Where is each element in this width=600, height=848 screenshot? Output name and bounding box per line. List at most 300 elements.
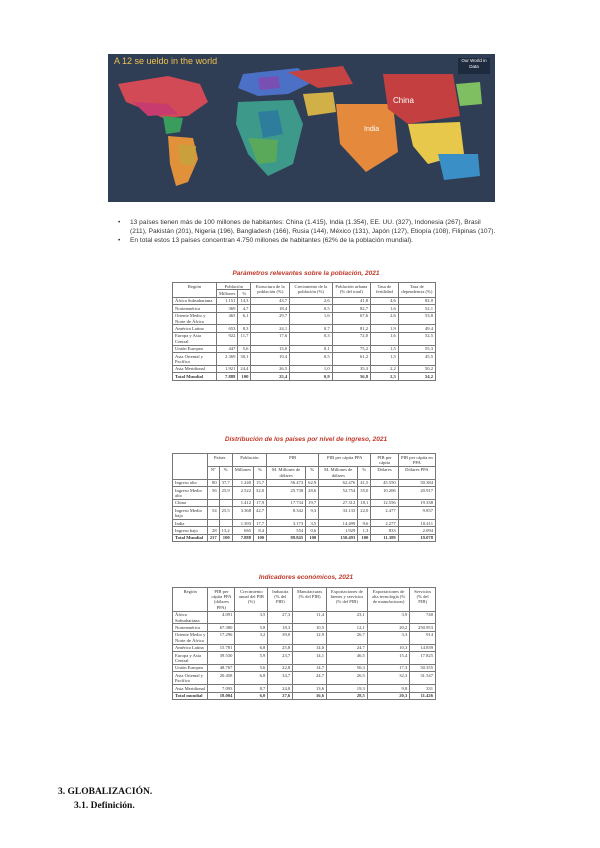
value-cell: 0,1 (290, 345, 333, 352)
value-cell: 81,2 (332, 325, 370, 332)
value-cell: 20.917 (398, 487, 435, 500)
table-row (173, 325, 436, 332)
col-header: Exportaciones de bienes y servicios (% del PIB) (327, 588, 368, 612)
table-row (173, 499, 436, 506)
value-cell: 62,9 (306, 479, 319, 486)
value-cell: 17,9 (254, 499, 267, 506)
value-cell: 17.734 (267, 499, 306, 506)
row-label-cell: Asia Oriental y Pacífico (173, 353, 217, 366)
table-row (173, 611, 436, 624)
value-cell: 11.426 (410, 692, 436, 699)
value-cell: 54,2 (398, 373, 435, 380)
row-label-cell: Oriente Medio y Norte de África (173, 312, 217, 325)
value-cell: 15,4 (367, 652, 409, 665)
value-cell: 62.476 (319, 479, 358, 486)
value-cell: 41,5 (358, 479, 371, 486)
col-header: PIB per cápita en PPA (398, 454, 435, 467)
col-header: Crecimiento de la población (%) (290, 283, 333, 298)
value-cell (207, 499, 219, 506)
row-label-cell: Norteamérica (173, 624, 208, 631)
col-header: Tasa de dependencia (%) (398, 283, 435, 298)
table-row (173, 345, 436, 352)
value-cell: 19,7 (306, 499, 319, 506)
value-cell: 1,5 (371, 345, 399, 352)
col-header: PIB per cápita PPA (dólares PPA) (208, 588, 235, 612)
value-cell: 7.093 (208, 685, 235, 692)
table-row (173, 664, 436, 671)
value-cell: 20,3 (367, 692, 409, 699)
value-cell: 2,6 (371, 312, 399, 325)
table-row (173, 353, 436, 366)
value-cell: 12,1 (327, 624, 368, 631)
value-cell: 12,9 (293, 631, 327, 644)
value-cell: 30,1 (238, 353, 251, 366)
value-cell: 554 (267, 527, 306, 534)
value-cell: 1,6 (371, 332, 399, 345)
value-cell: 2.094 (398, 527, 435, 534)
value-cell: 52.754 (319, 487, 358, 500)
col-subheader: Nº (207, 466, 219, 479)
row-label-cell: Asia Meridional (173, 685, 208, 692)
value-cell: 15.781 (208, 644, 235, 651)
value-cell: 43,7 (251, 297, 290, 304)
value-cell: 72,0 (332, 332, 370, 345)
population-facts-list (116, 218, 496, 245)
value-cell: 80 (207, 479, 219, 486)
value-cell: 100 (358, 534, 371, 541)
cartogram-shapes (108, 54, 495, 202)
col-header: Población (217, 283, 251, 290)
col-header: PIB (267, 454, 319, 467)
value-cell: 67,6 (332, 312, 370, 325)
value-cell: 19,4 (251, 353, 290, 366)
value-cell: 22,0 (358, 507, 371, 520)
value-cell: 32,3 (367, 672, 409, 685)
table1-title: Parámetros relevantes sobre la población, 2021 (232, 270, 380, 277)
value-cell: 26,5 (251, 365, 290, 372)
value-cell: 52,1 (398, 305, 435, 312)
value-cell: 100 (306, 534, 319, 541)
value-cell: 1.151 (217, 297, 238, 304)
value-cell: 665 (232, 527, 253, 534)
value-cell: 369 (217, 305, 238, 312)
table-total-row (173, 692, 436, 699)
col-header: PIB per cápita (371, 454, 398, 467)
value-cell: 29,7 (251, 312, 290, 325)
value-cell: 55,3 (398, 345, 435, 352)
table-total-row (173, 373, 436, 380)
row-label-cell: Oriente Medio y Norte de África (173, 631, 208, 644)
value-cell (207, 520, 219, 527)
value-cell: 2.522 (232, 487, 253, 500)
value-cell: 53,8 (398, 312, 435, 325)
col-header: Servicios (% del PIB) (410, 588, 436, 612)
value-cell: 15,0 (251, 345, 290, 352)
value-cell (219, 499, 232, 506)
col-subheader: M. Millones de dólares (267, 466, 306, 479)
value-cell: 0,9 (290, 373, 333, 380)
value-cell: 150.493 (319, 534, 358, 541)
row-label-cell: América Latina (173, 644, 208, 651)
value-cell: 56.473 (267, 479, 306, 486)
row-label-cell: India (173, 520, 208, 527)
value-cell (219, 520, 232, 527)
value-cell: 31.547 (410, 672, 436, 685)
col-subheader: % (358, 466, 371, 479)
map-label-china: China (393, 96, 414, 105)
row-label-cell: Unión Europea (173, 664, 208, 671)
value-cell: 27,3 (268, 611, 293, 624)
value-cell: 3,9 (367, 611, 409, 624)
value-cell: 1,5 (371, 353, 399, 366)
value-cell: 27,6 (268, 692, 293, 699)
value-cell: 5,6 (238, 345, 251, 352)
value-cell: 6,8 (235, 644, 268, 651)
table-row (173, 305, 436, 312)
value-cell: 24,1 (251, 325, 290, 332)
value-cell: 20.458 (208, 672, 235, 685)
value-cell: 1,6 (290, 312, 333, 325)
value-cell: 2.477 (371, 507, 398, 520)
table-row (173, 479, 436, 486)
value-cell: 0,5 (290, 353, 333, 366)
table-row (173, 527, 436, 534)
value-cell: 6,0 (235, 692, 268, 699)
value-cell: 250.953 (410, 624, 436, 631)
value-cell: 2.277 (371, 520, 398, 527)
col-header: Región (173, 588, 208, 612)
value-cell: 447 (217, 345, 238, 352)
value-cell: 4,6 (371, 297, 399, 304)
value-cell: 18,4 (251, 305, 290, 312)
value-cell: 82,7 (332, 305, 370, 312)
row-label-cell: Total mundial (173, 692, 208, 699)
value-cell: 25,5 (219, 507, 232, 520)
value-cell: 24,7 (293, 672, 327, 685)
value-cell: 100 (238, 373, 251, 380)
col-header (173, 454, 208, 480)
value-cell: 9,3 (306, 507, 319, 520)
value-cell: 8,7 (235, 685, 268, 692)
col-subheader: Dólares PPA (398, 466, 435, 479)
value-cell: 14.839 (410, 644, 436, 651)
table-row (173, 644, 436, 651)
value-cell: 11,7 (238, 332, 251, 345)
value-cell: 3,5 (306, 520, 319, 527)
col-subheader: Millones (217, 290, 238, 297)
map-title: A 12 se ueldo in the world (114, 56, 218, 66)
value-cell: 33.133 (319, 507, 358, 520)
value-cell: 49,4 (398, 325, 435, 332)
value-cell: 28 (207, 527, 219, 534)
value-cell: 1.240 (232, 479, 253, 486)
value-cell: 9,6 (358, 520, 371, 527)
table-row (173, 624, 436, 631)
value-cell: 0,5 (290, 305, 333, 312)
row-label-cell: Europa y Asia Central (173, 332, 217, 345)
value-cell: 833 (371, 527, 398, 534)
map-label-india: India (364, 126, 380, 133)
col-subheader: Dólares (371, 466, 398, 479)
value-cell: 18.004 (208, 692, 235, 699)
row-label-cell: Total Mundial (173, 373, 217, 380)
value-cell: 45.550 (371, 479, 398, 486)
value-cell: 14,1 (293, 652, 327, 665)
value-cell: 1.921 (217, 365, 238, 372)
value-cell: 1.412 (232, 499, 253, 506)
value-cell: 10,5 (293, 624, 327, 631)
value-cell: 23,7 (268, 652, 293, 665)
row-label-cell: Norteamérica (173, 305, 217, 312)
value-cell: 4.091 (208, 611, 235, 624)
table-total-row (173, 534, 436, 541)
value-cell: 25,4 (251, 373, 290, 380)
table3-body (173, 611, 436, 699)
col-subheader: M. Millones de dólares (319, 466, 358, 479)
row-label-cell: África Subsahariana (173, 297, 217, 304)
value-cell: 17.296 (208, 631, 235, 644)
value-cell: 1.393 (232, 520, 253, 527)
row-label-cell: África Subsahariana (173, 611, 208, 624)
value-cell: 217 (207, 534, 219, 541)
value-cell: 17,7 (254, 520, 267, 527)
value-cell: 8.342 (267, 507, 306, 520)
value-cell: 39.530 (208, 652, 235, 665)
value-cell: 10.411 (398, 520, 435, 527)
row-label-cell: Total Mundial (173, 534, 208, 541)
value-cell: 18,3 (268, 624, 293, 631)
value-cell: 0,7 (290, 325, 333, 332)
value-cell: 3,3 (367, 631, 409, 644)
value-cell: 10.206 (371, 487, 398, 500)
value-cell: 100 (219, 534, 232, 541)
value-cell: 8,4 (254, 527, 267, 534)
bullet-item: • 13 países tienen más de 100 millones de habitantes: China (1.415), India (1.354), EE. UU. (327), Indonesia (267), Brasil (211), Pakistán (201), Nigeria (196), Bangladesh (166), Rusia (144), México (131), Japón (127), Etiopía (108), Filipinas (107). (116, 218, 496, 236)
value-cell: 2,6 (290, 297, 333, 304)
value-cell: 34,7 (268, 672, 293, 685)
table-row (173, 297, 436, 304)
col-subheader: % (238, 290, 251, 297)
row-label-cell: Ingreso Medio alto (173, 487, 208, 500)
value-cell: 24,4 (238, 365, 251, 372)
col-header: Crecimiento anual del PIB (%) (235, 588, 268, 612)
economic-indicators-table (172, 587, 436, 700)
value-cell: 54 (207, 507, 219, 520)
income-level-table (172, 453, 436, 542)
value-cell: 61,2 (332, 353, 370, 366)
value-cell: 914 (410, 631, 436, 644)
value-cell: 100 (254, 534, 267, 541)
value-cell: 42,7 (254, 507, 267, 520)
row-label-cell: Europa y Asia Central (173, 652, 208, 665)
value-cell: 7.888 (232, 534, 253, 541)
value-cell: 465 (217, 312, 238, 325)
value-cell: 28,6 (306, 487, 319, 500)
value-cell: 50,2 (398, 365, 435, 372)
value-cell: 331 (410, 685, 436, 692)
value-cell: 14.499 (319, 520, 358, 527)
value-cell: 24,7 (327, 644, 368, 651)
value-cell: 3.173 (267, 520, 306, 527)
value-cell: 28,5 (327, 692, 368, 699)
row-label-cell: Asia Meridional (173, 365, 217, 372)
owid-logo: Our World in Data (458, 58, 490, 74)
value-cell: 6,1 (238, 312, 251, 325)
value-cell: 17,3 (367, 664, 409, 671)
value-cell: 19.078 (398, 534, 435, 541)
value-cell: 23,1 (327, 611, 368, 624)
population-parameters-table (172, 282, 436, 381)
table2-title: Distribución de los países por nivel de ingreso, 2021 (224, 436, 388, 443)
col-subheader: % (219, 466, 232, 479)
value-cell: 1,9 (371, 325, 399, 332)
value-cell: 32,0 (254, 487, 267, 500)
table1-body (173, 297, 436, 380)
table-row (173, 685, 436, 692)
value-cell: 75,2 (332, 345, 370, 352)
value-cell: 35,0 (358, 487, 371, 500)
value-cell: 15,7 (254, 479, 267, 486)
value-cell: 13,6 (293, 685, 327, 692)
value-cell: 14,0 (293, 644, 327, 651)
world-population-cartogram (108, 54, 495, 202)
value-cell: 25,8 (268, 644, 293, 651)
value-cell: 3,2 (235, 631, 268, 644)
value-cell: 13,2 (219, 527, 232, 534)
value-cell: 2.369 (217, 353, 238, 366)
value-cell: 3,5 (235, 611, 268, 624)
value-cell: 653 (217, 325, 238, 332)
table-row (173, 672, 436, 685)
value-cell: 48.767 (208, 664, 235, 671)
value-cell: 37,7 (219, 479, 232, 486)
table2-body (173, 479, 436, 542)
value-cell: 5,9 (235, 652, 268, 665)
row-label-cell: Ingreso bajo (173, 527, 208, 534)
row-label-cell: Ingreso Medio bajo (173, 507, 208, 520)
value-cell: 9,8 (367, 685, 409, 692)
value-cell: 14,7 (293, 664, 327, 671)
value-cell: 1,6 (371, 305, 399, 312)
value-cell: 18,1 (358, 499, 371, 506)
col-header: Región (173, 283, 217, 298)
value-cell: 5,6 (235, 664, 268, 671)
col-subheader: % (306, 466, 319, 479)
value-cell: 26,7 (327, 631, 368, 644)
table-row (173, 652, 436, 665)
col-header: PIB per cápita PPA (319, 454, 371, 467)
value-cell: 24,0 (268, 685, 293, 692)
col-subheader: % (254, 466, 267, 479)
value-cell: 16,6 (293, 692, 327, 699)
value-cell: 89.845 (267, 534, 306, 541)
value-cell: 5,8 (235, 624, 268, 631)
value-cell: 11,4 (293, 611, 327, 624)
value-cell: 56,3 (327, 664, 368, 671)
value-cell: 17.825 (410, 652, 436, 665)
table-row (173, 507, 436, 520)
table-row (173, 332, 436, 345)
col-header: Exportaciones de alta tecnología (% de manufacturas) (367, 588, 409, 612)
value-cell: 12.556 (371, 499, 398, 506)
value-cell: 19,3 (327, 685, 368, 692)
subsection-heading: 3.1. Definición. (74, 801, 135, 811)
value-cell: 27.312 (319, 499, 358, 506)
value-cell: 4,7 (238, 305, 251, 312)
value-cell: 52,5 (398, 332, 435, 345)
col-header: Manufacturas (% del PIB) (293, 588, 327, 612)
col-header: Países (207, 454, 232, 467)
value-cell: 9.837 (398, 507, 435, 520)
section-heading: 3. GLOBALIZACIÓN. (58, 787, 153, 797)
value-cell: 39,0 (268, 631, 293, 644)
row-label-cell: China (173, 499, 208, 506)
value-cell: 50.384 (398, 479, 435, 486)
value-cell: 50.355 (410, 664, 436, 671)
value-cell: 14,3 (238, 297, 251, 304)
col-header: Tasa de fertilidad (371, 283, 399, 298)
value-cell: 0,6 (306, 527, 319, 534)
value-cell: 46,5 (327, 652, 368, 665)
row-label-cell: América Latina (173, 325, 217, 332)
col-subheader: Millones (232, 466, 253, 479)
value-cell: 7.888 (217, 373, 238, 380)
col-header: Estructura de la población (%) (251, 283, 290, 298)
bullet-item: • En total estos 13 países concentran 4.750 millones de habitantes (62% de la población mundial). (116, 236, 496, 245)
value-cell: 0,3 (290, 332, 333, 345)
row-label-cell: Unión Europea (173, 345, 217, 352)
value-cell: 25,9 (219, 487, 232, 500)
value-cell: 41,8 (332, 297, 370, 304)
value-cell: 1,3 (358, 527, 371, 534)
table-row (173, 312, 436, 325)
value-cell: 10,3 (367, 644, 409, 651)
value-cell: 1,0 (290, 365, 333, 372)
value-cell: 6,8 (235, 672, 268, 685)
value-cell: 56,8 (332, 373, 370, 380)
value-cell: 25.738 (267, 487, 306, 500)
col-header: Población (232, 454, 266, 467)
value-cell: 17,6 (251, 332, 290, 345)
value-cell: 11.389 (371, 534, 398, 541)
col-header: Industria (% del PIB) (268, 588, 293, 612)
value-cell: 20,2 (367, 624, 409, 631)
table3-title: Indicadores económicos, 2021 (258, 574, 354, 581)
value-cell: 82,0 (398, 297, 435, 304)
value-cell: 740 (410, 611, 436, 624)
value-cell: 8,3 (238, 325, 251, 332)
value-cell: 1.929 (319, 527, 358, 534)
table-row (173, 365, 436, 372)
value-cell: 3.368 (232, 507, 253, 520)
col-header: Población urbana (% del total) (332, 283, 370, 298)
row-label-cell: Ingreso alto (173, 479, 208, 486)
table-row (173, 520, 436, 527)
value-cell: 19.338 (398, 499, 435, 506)
table-row (173, 487, 436, 500)
table-row (173, 631, 436, 644)
value-cell: 2,3 (371, 373, 399, 380)
row-label-cell: Asia Oriental y Pacífico (173, 672, 208, 685)
value-cell: 35,3 (332, 365, 370, 372)
value-cell: 2,2 (371, 365, 399, 372)
value-cell: 922 (217, 332, 238, 345)
value-cell: 26,5 (327, 672, 368, 685)
value-cell: 22,8 (268, 664, 293, 671)
value-cell: 56 (207, 487, 219, 500)
value-cell: 45,5 (398, 353, 435, 366)
value-cell: 67.380 (208, 624, 235, 631)
